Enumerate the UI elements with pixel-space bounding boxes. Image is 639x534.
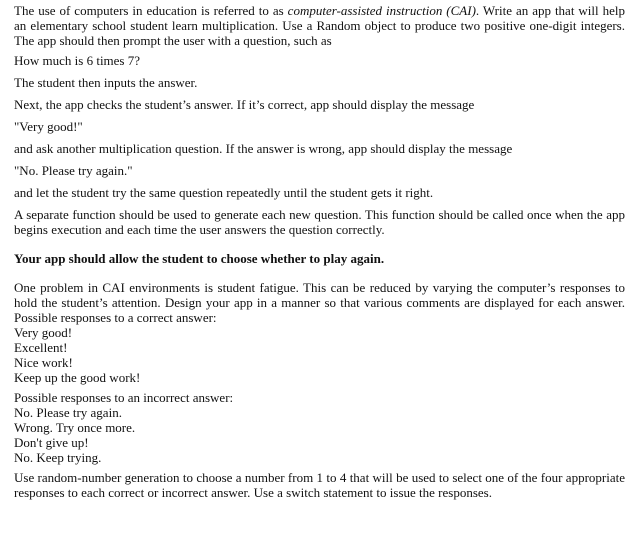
incorrect-responses-list <box>14 405 625 465</box>
list-item: Wrong. Try once more. <box>14 420 136 435</box>
list-item: No. Keep trying. <box>14 450 102 465</box>
list-item: Don't give up! <box>14 435 89 450</box>
incorrect-heading: Possible responses to an incorrect answer: <box>14 390 234 405</box>
ask-another-line: and ask another multiplication question. If the answer is wrong, app should display the message <box>14 141 513 156</box>
correct-responses-list <box>14 325 625 385</box>
list-item: Excellent! <box>14 340 68 355</box>
check-answer-line: Next, the app checks the student’s answer. If it’s correct, app should display the message <box>14 97 475 112</box>
list-item: Very good! <box>14 325 73 340</box>
list-item: Nice work! <box>14 355 73 370</box>
list-item: Keep up the good work! <box>14 370 141 385</box>
fatigue-paragraph: One problem in CAI environments is student fatigue. This can be reduced by varying the computer’s responses to hold the student’s attention. Design your app in a manner so that various comments are displayed for each answer. Possible responses to a correct answer: <box>14 280 625 325</box>
no-try-again-message: "No. Please try again." <box>14 163 133 178</box>
intro-text-1: The use of computers in education is referred to as <box>14 3 288 18</box>
very-good-message: "Very good!" <box>14 119 83 134</box>
example-question: How much is 6 times 7? <box>14 53 141 68</box>
intro-paragraph <box>14 3 625 48</box>
list-item: No. Please try again. <box>14 405 122 420</box>
student-inputs-line: The student then inputs the answer. <box>14 75 198 90</box>
play-again-heading: Your app should allow the student to choose whether to play again. <box>14 251 385 266</box>
separate-function-paragraph: A separate function should be used to generate each new question. This function should be called once when the app begins execution and each time the user answers the question correctly. <box>14 207 625 237</box>
random-switch-paragraph: Use random-number generation to choose a number from 1 to 4 that will be used to select one of the four appropriate responses to each correct or incorrect answer. Use a switch statement to issue the responses. <box>14 470 625 500</box>
intro-italic-term: computer-assisted instruction (CAI) <box>287 3 476 18</box>
intro-text-2: . Write an app that will help an elementary school student learn multiplication. Use a Random object to produce two positive one-digit integers. The app should then prompt the user with a question, such as <box>14 3 625 48</box>
let-student-try-line: and let the student try the same question repeatedly until the student gets it right. <box>14 185 434 200</box>
